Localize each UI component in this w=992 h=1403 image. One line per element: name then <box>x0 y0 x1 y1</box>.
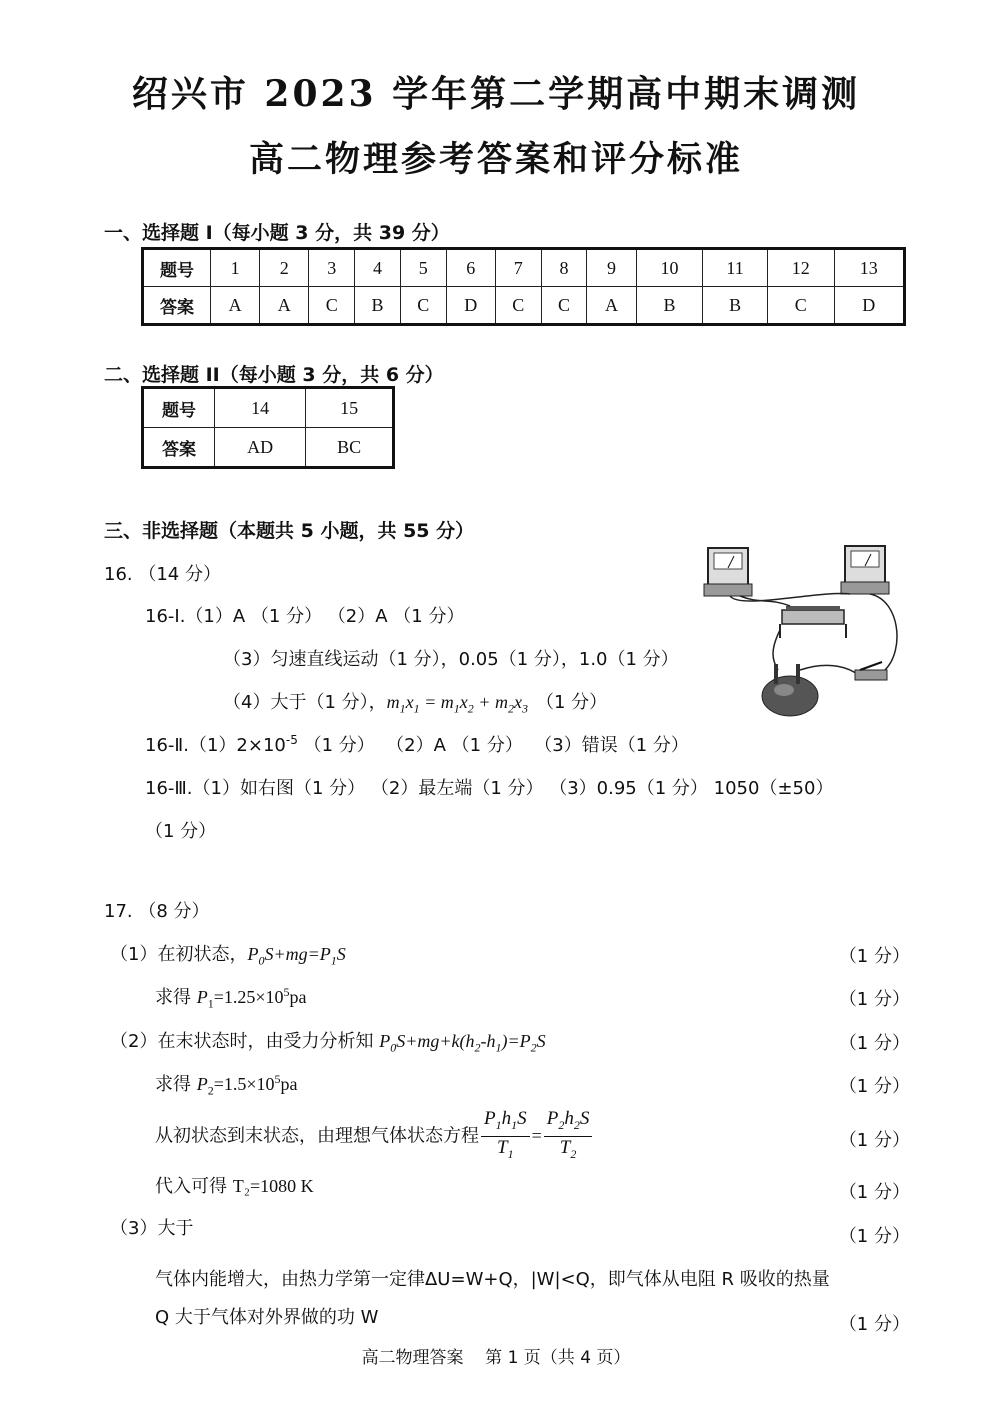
row-label-number: 题号 <box>143 249 211 287</box>
q17-line5: 从初状态到末状态，由理想气体状态方程 $\frac{P_1h_1S}{T_1}$ = $\frac{P_2h_2S}{T_2}$ <box>155 1108 594 1165</box>
question-number: 14 <box>215 388 306 428</box>
question-number: 9 <box>587 249 636 287</box>
point-marker: （1 分） <box>838 1076 910 1097</box>
question-number: 5 <box>400 249 446 287</box>
answer-cell: BC <box>306 428 394 468</box>
q17-line1-text: （1）在初状态， <box>110 944 248 965</box>
q17-line2-text: 求得 <box>155 987 197 1008</box>
question-number: 4 <box>355 249 401 287</box>
q16-part3-line2: （1 分） <box>145 821 217 842</box>
answer-cell: A <box>587 287 636 325</box>
point-marker: （1 分） <box>838 1130 910 1151</box>
point-marker: （1 分） <box>838 989 910 1010</box>
q16-part1-line3-prefix: （4）大于（1 分）， <box>223 692 387 713</box>
rheostat-icon <box>780 606 846 638</box>
section1-heading: 一、选择题 I（每小题 3 分，共 39 分） <box>104 222 450 244</box>
equation-final-state: $P_0S+mg+k(h_2-h_1)=P_2S$ <box>379 1031 546 1055</box>
q17-line6-text: 代入可得 <box>155 1176 233 1197</box>
q16-part2-exponent: -5 <box>285 733 298 747</box>
question-number: 8 <box>541 249 587 287</box>
question-number: 3 <box>309 249 355 287</box>
voltmeter-icon <box>704 548 752 596</box>
q17-heading: 17. （8 分） <box>104 901 210 922</box>
result-p1: P <box>196 987 208 1007</box>
q17-line6 <box>155 1172 314 1198</box>
point-marker: （1 分） <box>838 1314 910 1335</box>
q17-line1 <box>110 940 346 969</box>
table-row-numbers <box>143 249 905 287</box>
row-label-number: 题号 <box>143 388 215 428</box>
answer-cell: AD <box>215 428 306 468</box>
q17-line7: （3）大于 <box>110 1218 194 1239</box>
fruit-battery-icon <box>762 664 818 716</box>
q16-heading: 16. （14 分） <box>104 564 221 585</box>
q16-part1-line1: 16-Ⅰ.（1）A （1 分） （2）A （1 分） <box>145 606 465 627</box>
q17-line3 <box>110 1027 546 1056</box>
ammeter-icon <box>841 546 889 594</box>
circuit-diagram-image <box>700 540 910 720</box>
question-number: 15 <box>306 388 394 428</box>
question-number: 13 <box>834 249 904 287</box>
answer-cell: D <box>834 287 904 325</box>
answer-cell: C <box>541 287 587 325</box>
q16-part2-suffix: （1 分） （2）A （1 分） （3）错误（1 分） <box>297 735 689 756</box>
q16-part2-line <box>145 731 689 757</box>
switch-icon <box>855 662 887 680</box>
point-marker: （1 分） <box>838 1226 910 1247</box>
row-label-answer: 答案 <box>143 428 215 468</box>
answer-cell: B <box>355 287 401 325</box>
table-row-numbers <box>143 388 394 428</box>
q16-part1-line2: （3）匀速直线运动（1 分），0.05（1 分），1.0（1 分） <box>223 649 679 670</box>
q16-part3-line1: 16-Ⅲ.（1）如右图（1 分） （2）最左端（1 分） （3）0.95（1 分） 1050（±50） <box>145 778 834 799</box>
question-number: 6 <box>446 249 495 287</box>
answer-cell: A <box>260 287 309 325</box>
answer-cell: B <box>703 287 767 325</box>
q17-line9: Q 大于气体对外界做的功 W <box>155 1307 379 1328</box>
answer-cell: C <box>495 287 541 325</box>
section2-answer-table <box>141 386 395 469</box>
question-number: 12 <box>767 249 834 287</box>
question-number: 7 <box>495 249 541 287</box>
equation-initial-state: $P_0S+mg=P_1S$ <box>247 944 346 968</box>
point-marker: （1 分） <box>838 1033 910 1054</box>
section3-heading: 三、非选择题（本题共 5 小题，共 55 分） <box>104 520 475 542</box>
result-p2: P <box>196 1074 208 1094</box>
answer-cell: C <box>309 287 355 325</box>
answer-cell: D <box>446 287 495 325</box>
question-number: 1 <box>211 249 260 287</box>
row-label-answer: 答案 <box>143 287 211 325</box>
page-footer: 高二物理答案 第 1 页（共 4 页） <box>361 1348 631 1368</box>
answer-cell: C <box>400 287 446 325</box>
q16-part2-prefix: 16-Ⅱ.（1）2×10 <box>145 735 286 756</box>
q17-line4: 求得 $P_2=1.5\times 10^5pa$ <box>155 1072 298 1098</box>
section1-answer-table <box>141 247 906 326</box>
q16-part1-line3 <box>223 688 607 717</box>
answer-cell: B <box>636 287 703 325</box>
table-row-answers <box>143 428 394 468</box>
question-number: 11 <box>703 249 767 287</box>
q17-line2: 求得 $P_1=1.25\times 10^5pa$ <box>155 985 307 1011</box>
answer-cell: A <box>211 287 260 325</box>
q17-line4-text: 求得 <box>155 1074 197 1095</box>
table-row-answers <box>143 287 905 325</box>
point-marker: （1 分） <box>838 1182 910 1203</box>
momentum-equation: $m_1x_1 = m_1x_2 + m_2x_3$ <box>386 692 528 716</box>
q16-part1-line3-suffix: （1 分） <box>535 692 608 713</box>
document-subtitle: 高二物理参考答案和评分标准 <box>248 139 743 180</box>
q17-line8: 气体内能增大，由热力学第一定律ΔU=W+Q，|W|<Q，即气体从电阻 R 吸收的热量 <box>155 1269 830 1290</box>
gas-equation-right: $\frac{P_2h_2S}{T_2}$ <box>544 1108 593 1165</box>
result-t2: T₂=1080 K <box>232 1176 314 1196</box>
document-title: 绍兴市 2023 学年第二学期高中期末调测 <box>131 73 861 115</box>
q17-line3-text: （2）在末状态时，由受力分析知 <box>110 1031 380 1052</box>
point-marker: （1 分） <box>838 946 910 967</box>
section2-heading: 二、选择题 II（每小题 3 分，共 6 分） <box>104 364 444 386</box>
q17-line5-text: 从初状态到末状态，由理想气体状态方程 <box>155 1125 479 1147</box>
question-number: 10 <box>636 249 703 287</box>
answer-cell: C <box>767 287 834 325</box>
wires <box>730 593 897 676</box>
question-number: 2 <box>260 249 309 287</box>
gas-equation-left: $\frac{P_1h_1S}{T_1}$ <box>481 1108 530 1165</box>
